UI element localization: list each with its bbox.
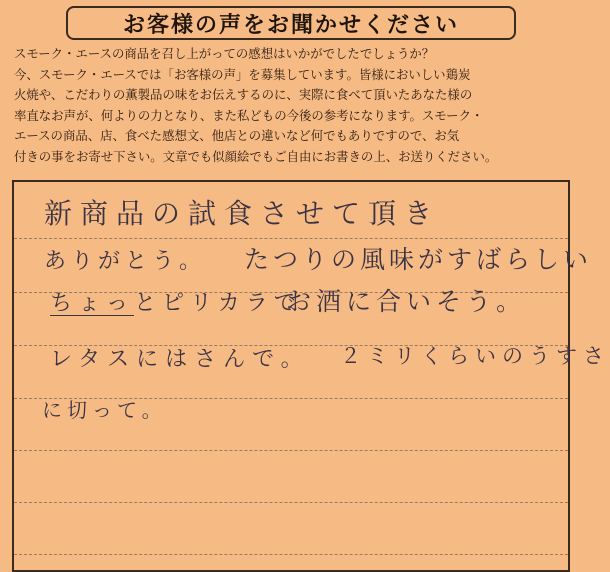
handwriting-line-3a: ちょっとピリカラで (50, 291, 302, 316)
intro-text: スモーク・エースの商品を召し上がっての感想はいかがでしたでしょうか？ 今、スモーク・エースでは「お客様の声」を募集しています。皆様においしい鶏炭 火焼や、こだわりの薫製品の味をお伝えするのに、実際に食べて頂いたあなた様の 率直なお声が、何よりの力となり、また私どもの今後の参考になります。スモーク・ エースの商品、店、食べた感想文、他店との違いなど何でもありですので、お気 付きの事をお寄せ下さい。文章でも似顔絵でもご自由にお書きの上、お送りください。 (14, 46, 498, 164)
handwriting-line-2a: ありがとう。 (44, 249, 207, 274)
handwritten-answer-box (12, 180, 610, 572)
handwriting-line-2b: たつりの風味がすばらしい (244, 245, 593, 274)
ruled-line (14, 450, 568, 451)
handwriting-line-5: に切って。 (42, 398, 167, 422)
handwriting-underline (50, 315, 134, 316)
handwriting-line-4a: レタスにはさんで。 (50, 347, 310, 372)
handwriting-line-3b: お酒に合いそう。 (286, 287, 527, 316)
handwriting-line-4b: ２ミリくらいのうすさ (340, 344, 610, 368)
handwriting-line-1: 新商品の試食させて頂き (44, 197, 441, 230)
ruled-line (14, 238, 568, 239)
ruled-line (14, 502, 568, 503)
ruled-line (14, 554, 568, 555)
page-title: お客様の声をお聞かせください (66, 6, 516, 40)
